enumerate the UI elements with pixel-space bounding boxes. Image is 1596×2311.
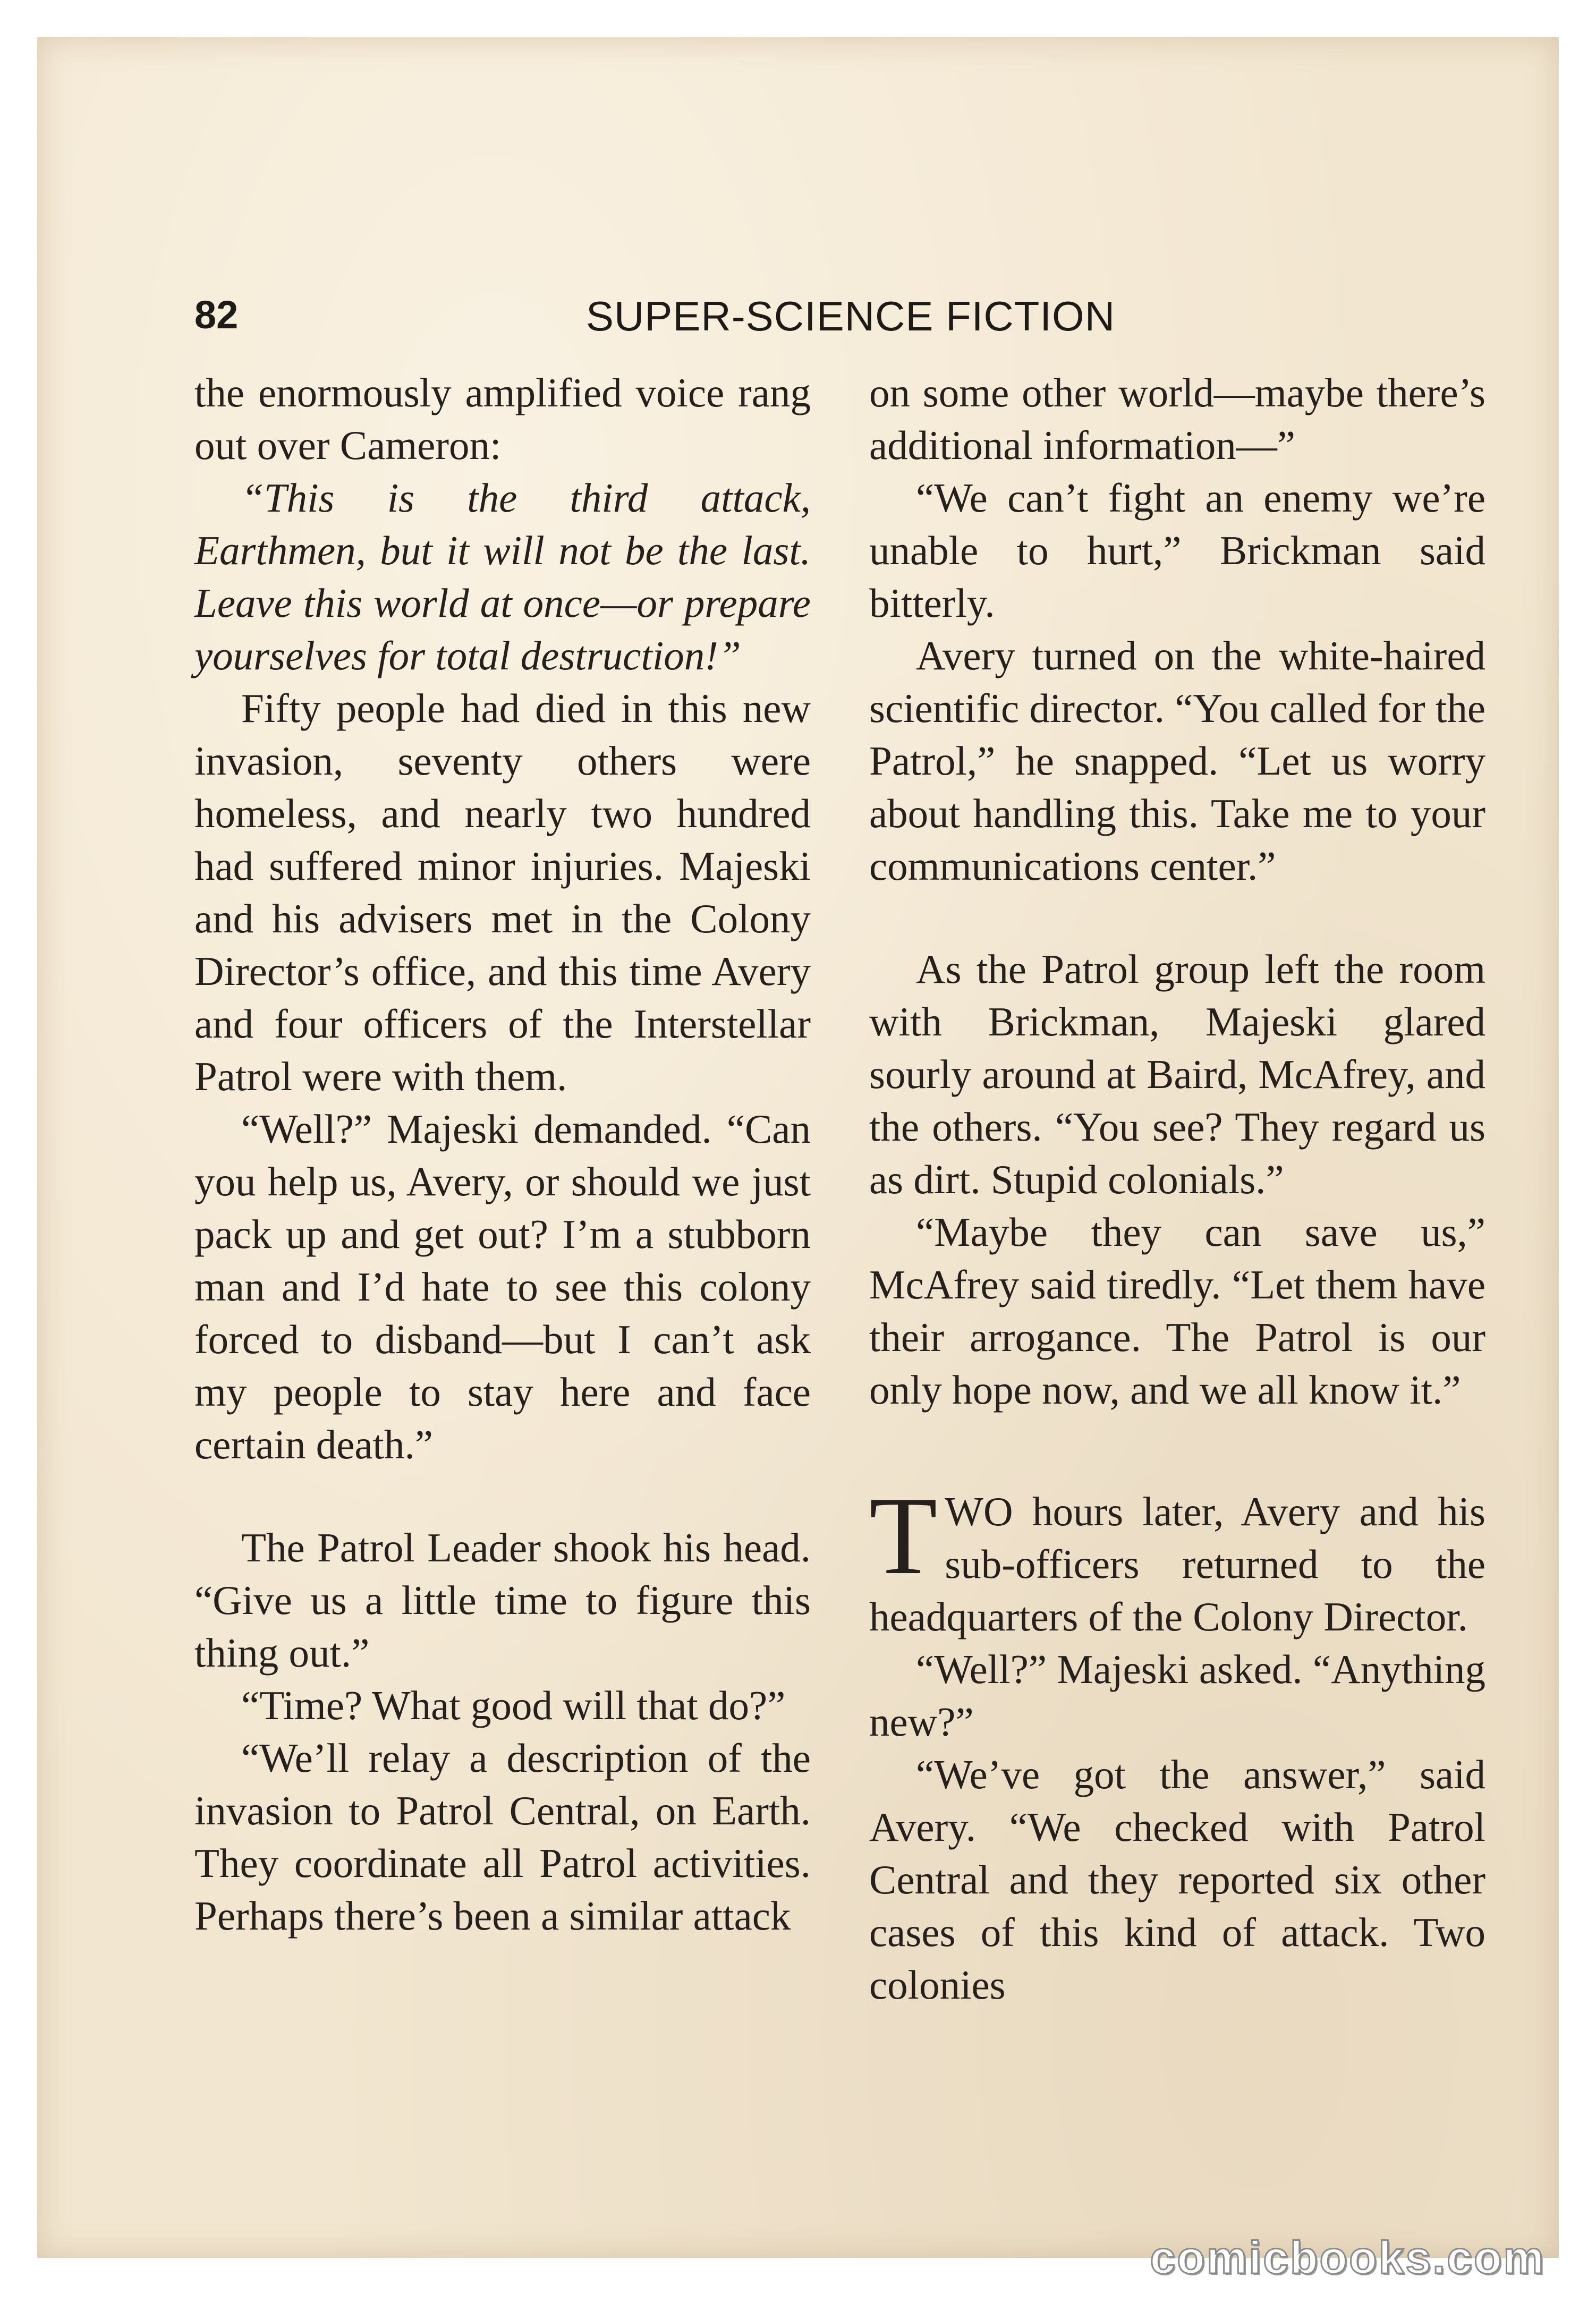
right-column [869, 367, 1485, 2011]
magazine-page [37, 37, 1559, 2258]
running-title: SUPER-SCIENCE FICTION [585, 293, 1116, 339]
paragraph: “Well?” Majeski demanded. “Can you help us, Avery, or should we just pack up and get out? I’m a stubborn man and I’d hate to see this colony forced to disband—but I can’t ask my people to stay here and face certain death.” [194, 1106, 811, 1467]
page-number: 82 [194, 293, 239, 337]
paragraph: “Maybe they can save us,” McAfrey said tiredly. “Let them have their arrogance. The Patrol is our only hope now, and we all know it.” [869, 1209, 1485, 1413]
paragraph: “We’ll relay a description of the invasion to Patrol Central, on Earth. They coordinate all Patrol activities. Perhaps there’s been a similar attack [194, 1735, 811, 1939]
paragraph: Avery turned on the white-haired scientific director. “You called for the Patrol,” he snapped. “Let us worry about handling this. Take me to your communications center.” [869, 633, 1485, 889]
paragraph: The Patrol Leader shook his head. “Give us a little time to figure this thing out.” [194, 1525, 811, 1676]
left-column [194, 367, 811, 1942]
paragraph: “We’ve got the answer,” said Avery. “We checked with Patrol Central and they reported six other cases of this kind of attack. Two colonies [869, 1752, 1485, 2008]
paragraph: As the Patrol group left the room with Brickman, Majeski glared sourly around at Baird, McAfrey, and the others. “You see? They regard us as dirt. Stupid colonials.” [869, 946, 1485, 1202]
paragraph: “We can’t fight an enemy we’re unable to hurt,” Brickman said bitterly. [869, 475, 1485, 626]
paragraph: Fifty people had died in this new invasion, seventy others were homeless, and nearly two hundred had suffered minor injuries. Majeski and his advisers met in the Colony Director’s office, and this time Avery and four officers of the Interstellar Patrol were with them. [194, 685, 811, 1099]
paragraph: on some other world—maybe there’s additional information—” [869, 370, 1485, 468]
site-watermark: comicbooks.com [1150, 2232, 1546, 2283]
paragraph-alien-message: “This is the third attack, Earthmen, but it will not be the last. Leave this world at once—or prepare yourselves for total destruction!” [194, 475, 811, 678]
paragraph: “Well?” Majeski asked. “Anything new?” [869, 1646, 1485, 1745]
page-header [194, 287, 1507, 351]
section-start-paragraph [869, 1474, 1485, 1643]
paragraph-text: WO hours later, Avery and his sub-officers returned to the headquarters of the Colony Director. [869, 1489, 1485, 1639]
paragraph: the enormously amplified voice rang out over Cameron: [194, 370, 811, 468]
paragraph: “Time? What good will that do?” [241, 1683, 786, 1728]
drop-cap: T [869, 1474, 938, 1598]
